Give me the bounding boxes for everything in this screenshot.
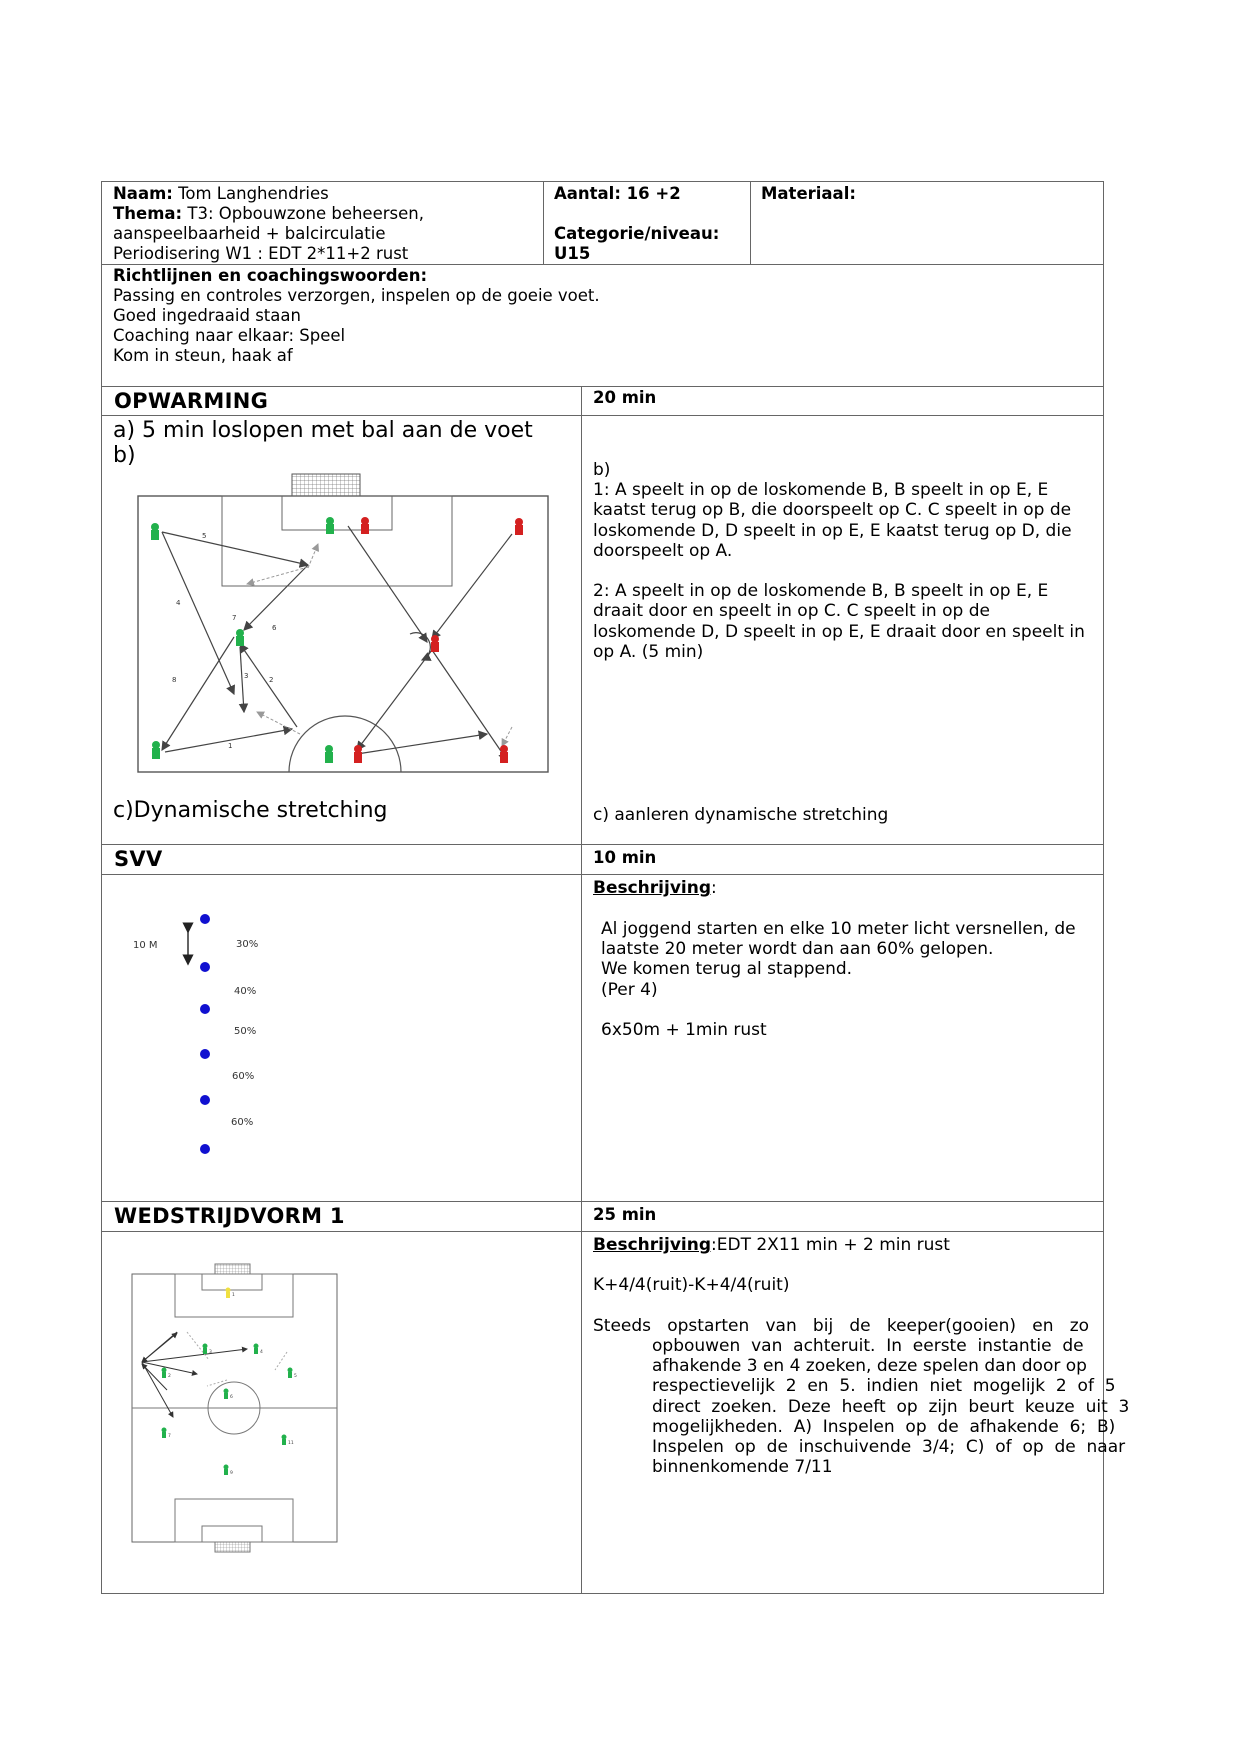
penalty-box: [222, 496, 452, 586]
field-player: [254, 1344, 259, 1355]
variant2-line: draait door en speelt in op C. C speelt in op de: [593, 601, 990, 622]
player-green: [236, 629, 244, 646]
pass-arrow-right-4: [357, 650, 432, 750]
player-red: [354, 745, 362, 763]
cone: [200, 1144, 210, 1154]
diagram-number: 6: [272, 624, 277, 632]
richtlijnen-line: Goed ingedraaid staan: [113, 306, 301, 325]
wedstrijdvorm-duration: 25 min: [593, 1205, 657, 1224]
description-line: binnenkomende 7/11: [652, 1457, 833, 1478]
player-number: 2: [168, 1374, 171, 1379]
svv-title: SVV: [114, 847, 163, 871]
bottom-penalty-box: [175, 1499, 293, 1542]
header-bottom-line: [102, 264, 1103, 265]
materiaal-cell: [761, 184, 1091, 204]
pass-arrow-5: [162, 532, 308, 565]
keeper-player: [226, 1288, 231, 1299]
player-red: [361, 517, 369, 534]
pass-arrow-right-1: [348, 526, 427, 642]
player-number: 9: [230, 1471, 233, 1476]
variant2-line: loskomende D, D speelt in op E, E draait door en speelt in: [593, 621, 1085, 642]
beschrijving-rest: :EDT 2X11 min + 2 min rust: [711, 1235, 950, 1255]
categorie-label: Categorie/niveau:: [554, 224, 720, 243]
svv-description: [593, 878, 1093, 898]
opwarming-b: b): [113, 443, 136, 468]
player-green: [152, 741, 160, 759]
percentage-label: 40%: [234, 986, 257, 997]
naam-label: Naam:: [113, 184, 173, 203]
player-green: [151, 523, 159, 540]
cone: [200, 962, 210, 972]
svv-top-line: [102, 844, 1103, 845]
richtlijnen-label: Richtlijnen en coachingswoorden:: [113, 266, 428, 285]
variant1-line: loskomende D, D speelt in op E, E kaatst terug op D, die: [593, 520, 1072, 541]
player-number: 11: [288, 1441, 294, 1446]
pass-arrow-6: [244, 565, 308, 630]
opwarming-right-text: [593, 460, 1093, 662]
variant1-line: kaatst terug op B, die doorspeelt op C. C speelt in op de: [593, 500, 1072, 521]
diagram-number: 7: [232, 614, 237, 622]
variant2-line: 2: A speelt in op de loskomende B, B speelt in op E, E: [593, 581, 1049, 602]
beschrijving-label: Beschrijving: [593, 878, 712, 898]
description-line: opbouwen van achteruit. In eerste instantie de: [652, 1336, 1084, 1356]
player-green: [325, 745, 333, 763]
pass-arrow: [142, 1333, 177, 1362]
player-number: 3: [209, 1350, 212, 1355]
field-player: [162, 1428, 167, 1439]
diagram-number: 8: [172, 676, 177, 684]
trainer-info: [113, 184, 538, 264]
player-red: [500, 745, 508, 763]
run-arrow-3: [308, 544, 318, 568]
pass-arrow-2: [240, 644, 297, 727]
diagram-number: 5: [202, 532, 207, 540]
header-divider-2: [750, 182, 751, 265]
description-line: Steeds opstarten van bij de keeper(gooien) en zo: [593, 1315, 1090, 1336]
field-player: [282, 1435, 287, 1446]
materiaal-label: Materiaal:: [761, 184, 856, 203]
player-red: [515, 518, 523, 535]
richtlijnen-bottom-line: [102, 386, 1103, 387]
diagram-number: 3: [244, 672, 249, 680]
pass-arrow-4: [162, 532, 237, 694]
variant1-line: doorspeelt op A.: [593, 540, 733, 561]
centre-arc: [289, 716, 401, 772]
richtlijnen-line: Kom in steun, haak af: [113, 346, 293, 365]
player-number: 6: [230, 1395, 233, 1400]
beschrijving-label: Beschrijving: [593, 1235, 712, 1255]
cone: [200, 914, 210, 924]
field-player: [203, 1344, 208, 1355]
run-arrow-1: [247, 567, 308, 584]
svv-line: We komen terug al stappend.: [601, 959, 853, 980]
opwarming-right-c: c) aanleren dynamische stretching: [593, 805, 889, 825]
percentage-label: 60%: [232, 1071, 255, 1082]
field-player: [224, 1465, 229, 1476]
svv-line: laatste 20 meter wordt dan aan 60% gelopen.: [601, 939, 994, 960]
percentage-label: 30%: [236, 939, 259, 950]
description-line: mogelijkheden. A) Inspelen op de afhakende 6; B): [652, 1416, 1116, 1437]
player-number: 7: [168, 1434, 171, 1439]
cone: [200, 1004, 210, 1014]
svv-instructions: [601, 919, 1091, 1040]
wedstrijdvorm-description: [593, 1235, 1093, 1336]
description-line: direct zoeken. Deze heeft op zijn beurt keuze uit 3: [652, 1396, 1130, 1417]
run-arrow: [207, 1380, 227, 1386]
variant2-line: op A. (5 min): [593, 641, 704, 662]
opwarming-left-text: [113, 418, 573, 468]
player-number: 1: [232, 1293, 235, 1298]
pass-arrow: [142, 1349, 247, 1362]
bottom-goal-area: [202, 1526, 262, 1542]
wedstrijdvorm-title: WEDSTRIJDVORM 1: [114, 1204, 345, 1228]
player-red: [431, 635, 439, 652]
cone: [200, 1049, 210, 1059]
svv-line: (Per 4): [601, 979, 658, 1000]
passing-drill-diagram: [132, 472, 552, 777]
sprint-diagram: [132, 902, 332, 1162]
opwarming-c: c)Dynamische stretching: [113, 798, 388, 823]
description-line: afhakende 3 en 4 zoeken, deze spelen dan door op: [652, 1356, 1087, 1377]
wedstrijd-top-line: [102, 1201, 1103, 1202]
wedstrijd-header-line: [102, 1231, 1103, 1232]
wedstrijdvorm-indented: [652, 1336, 1130, 1478]
categorie-value: U15: [554, 244, 591, 263]
aantal: Aantal: 16 +2: [554, 184, 681, 203]
thema-line2: aanspeelbaarheid + balcirculatie: [113, 224, 386, 243]
goal-net: [292, 474, 360, 496]
diagram-number: 1: [228, 742, 233, 750]
header-divider-1: [543, 182, 544, 265]
field-player: [224, 1389, 229, 1400]
naam-value: Tom Langhendries: [172, 184, 329, 203]
run-arrow-4: [502, 727, 512, 746]
player-green: [326, 517, 334, 534]
diagram-number: 4: [176, 599, 181, 607]
distance-label: 10 M: [133, 940, 158, 951]
top-goal: [215, 1264, 250, 1274]
bottom-goal: [215, 1542, 250, 1552]
pass-arrow-right-3: [432, 650, 507, 760]
svv-header-line: [102, 874, 1103, 875]
thema-value: T3: Opbouwzone beheersen,: [182, 204, 424, 223]
periodisering: Periodisering W1 : EDT 2*11+2 rust: [113, 244, 409, 263]
percentage-label: 60%: [231, 1117, 254, 1128]
match-form-diagram: [127, 1262, 342, 1562]
richtlijnen-cell: [113, 266, 1093, 366]
svv-duration: 10 min: [593, 848, 657, 867]
opwarming-a: a) 5 min loslopen met bal aan de voet: [113, 418, 533, 443]
opwarming-title: OPWARMING: [114, 389, 269, 413]
svv-reps: 6x50m + 1min rust: [601, 1020, 767, 1041]
diagram-number: 2: [269, 676, 274, 684]
run-arrow: [275, 1352, 287, 1370]
pass-arrow: [142, 1362, 173, 1417]
cone: [200, 1095, 210, 1105]
richtlijnen-line: Passing en controles verzorgen, inspelen op de goeie voet.: [113, 286, 600, 305]
richtlijnen-line: Coaching naar elkaar: Speel: [113, 326, 346, 345]
percentage-label: 50%: [234, 1026, 257, 1037]
opwarming-header-line: [102, 415, 1103, 416]
thema-label: Thema:: [113, 204, 183, 223]
opwarming-duration: 20 min: [593, 388, 657, 407]
variant1-line: 1: A speelt in op de loskomende B, B speelt in op E, E: [593, 480, 1049, 501]
field-player: [162, 1368, 167, 1379]
goal-area: [282, 496, 392, 530]
player-number: 5: [294, 1374, 297, 1379]
player-number: 4: [260, 1350, 263, 1355]
description-line: Inspelen op de inschuivende 3/4; C) of op de naar: [652, 1437, 1126, 1458]
aantal-cell: [554, 184, 744, 264]
column-divider: [581, 386, 582, 1594]
opwarming-right-b: b): [593, 460, 611, 480]
formation: K+4/4(ruit)-K+4/4(ruit): [593, 1275, 790, 1296]
pass-arrow-8: [162, 637, 234, 750]
description-line: respectievelijk 2 en 5. indien niet mogelijk 2 of 5: [652, 1376, 1116, 1397]
turn-arrow: [410, 633, 430, 660]
session-sheet: [101, 181, 1130, 1594]
beschrijving-colon: :: [711, 878, 717, 898]
svv-line: Al joggend starten en elke 10 meter licht versnellen, de: [601, 919, 1076, 939]
top-goal-area: [202, 1274, 262, 1290]
pass-arrow-right-5: [357, 734, 487, 754]
field-player: [288, 1368, 293, 1379]
